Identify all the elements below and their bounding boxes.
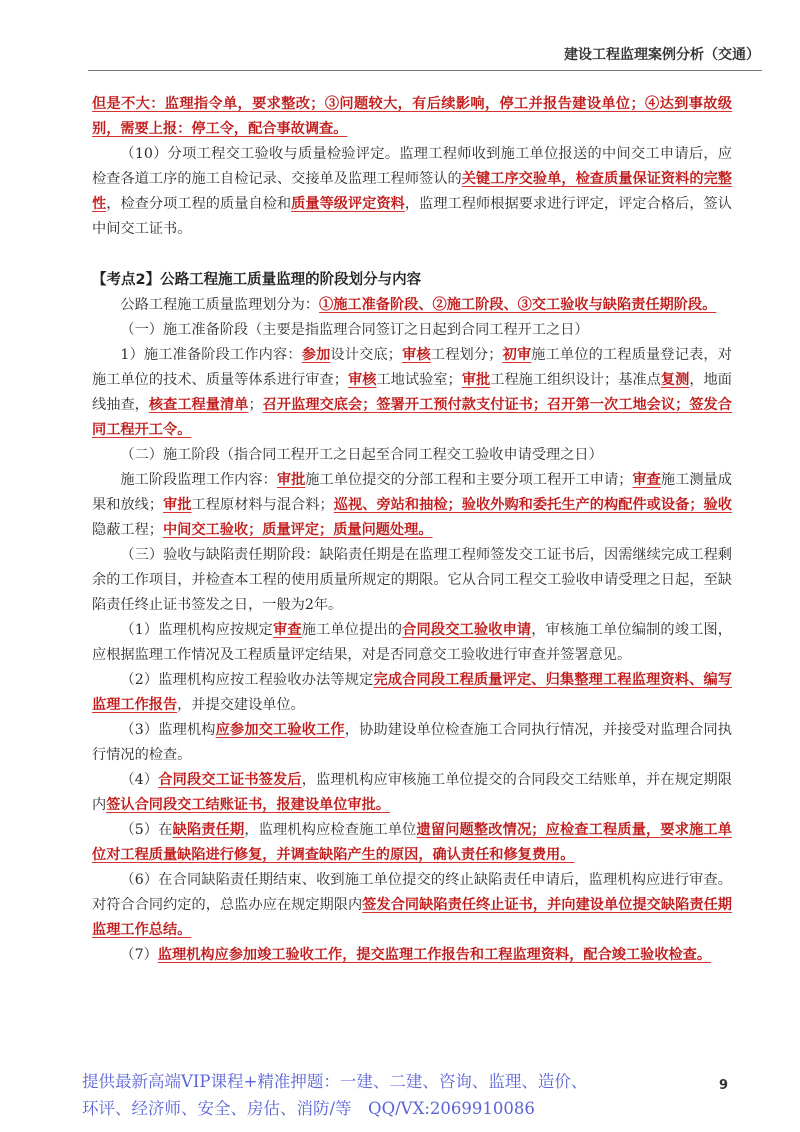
highlight-text: 合同段交工验收申请 <box>402 622 532 638</box>
body-text: ，监理工程师根据要求进行评定，评定合格后，签认中间交工证书。 <box>92 196 732 237</box>
body-text: ，监理机构应审核施工单位提交的合同段交工结账单，并在规定期限内 <box>92 772 732 813</box>
highlight-text: 签认合同段交工结账证书，报建设单位审批。 <box>106 797 390 813</box>
paragraph-preparation-content <box>92 343 732 443</box>
body-text: ，审核施工单位编制的竣工图，应根据监理工作情况及工程质量评定结果，对是否同意交工验收进行审查并签署意见。 <box>92 622 732 663</box>
subheading-preparation-stage: （一）施工准备阶段（主要是指监理合同签订之日起到合同工程开工之日） <box>120 322 589 338</box>
body-text: （3）监理机构 <box>120 722 216 738</box>
promo-line: 环评、经济师、安全、房估、消防/等 QQ/VX:2069910086 <box>82 1099 535 1118</box>
body-text: ，并提交建设单位。 <box>177 697 305 713</box>
highlight-text: 遗留问题整改情况；应检查工程质量，要求施工单位对工程质量缺陷进行修复，并调查缺陷产生的原因，确认责任和修复费用。 <box>92 822 732 863</box>
highlight-text: 但是不大：监理指令单，要求整改；③问题较大，有后续影响，停工并报告建设单位；④达到事故级别，需要上报：停工令，配合事故调查。 <box>92 96 732 137</box>
highlight-text: 完成合同段工程质量评定、归集整理工程监理资料、编写监理工作报告 <box>92 672 732 713</box>
body-text: ； <box>248 397 263 413</box>
paragraph-stage-division <box>92 293 732 318</box>
highlight-text: 初审 <box>502 347 532 363</box>
section-heading: 【考点2】公路工程施工质量监理的阶段划分与内容 <box>92 272 422 288</box>
paragraph-item-3 <box>92 718 732 768</box>
highlight-text: 核查工程量清单 <box>148 397 249 413</box>
highlight-text: 审查 <box>273 622 302 638</box>
highlight-text: 复测 <box>660 372 690 388</box>
paragraph-item-7 <box>92 943 732 968</box>
body-text: 施工单位提交的分部工程和主要分项工程开工申请； <box>305 472 633 488</box>
body-text: ，监理机构应检查施工单位 <box>244 822 417 838</box>
body-text: 设计交底； <box>330 347 402 363</box>
body-text: （6）在合同缺陷责任期结束、收到施工单位提交的终止缺陷责任申请后，监理机构应进行审查。对符合合同约定的，总监办应在规定期限内 <box>92 872 732 913</box>
highlight-text: 应参加交工验收工作 <box>215 722 345 738</box>
highlight-text: 巡视、旁站和抽检；验收外购和委托生产的构配件或设备；验收 <box>333 497 732 513</box>
highlight-text: 中间交工验收；质量评定；质量问题处理。 <box>162 522 433 538</box>
paragraph-continuation <box>92 92 732 142</box>
body-text: 工程施工组织设计；基准点 <box>490 372 661 388</box>
highlight-text: 审核 <box>402 347 431 363</box>
body-text: 公路工程施工质量监理划分为： <box>120 297 320 313</box>
body-text: 施工单位的工程质量登记表，对施工单位的技术、质量等体系进行审查； <box>92 347 732 388</box>
body-text: 工程原材料与混合料； <box>191 497 334 513</box>
paragraph-item-1 <box>92 618 732 668</box>
highlight-text: 审批 <box>163 497 192 513</box>
paragraph-construction-content <box>92 468 732 543</box>
highlight-text: 审批 <box>461 372 491 388</box>
spacer <box>92 242 732 268</box>
body-text: （1）监理机构应按规定 <box>120 622 274 638</box>
body-text: 施工测量成果和放线； <box>92 472 732 513</box>
highlight-text: ①施工准备阶段、②施工阶段、③交工验收与缺陷责任期阶段。 <box>319 297 717 313</box>
page-number: 9 <box>718 1078 728 1093</box>
highlight-text: 召开监理交底会；签署开工预付款支付证书；召开第一次工地会议；签发合同工程开工令。 <box>92 397 732 438</box>
body-text: （7） <box>120 947 158 963</box>
body-text: （4） <box>120 772 159 788</box>
subheading-construction-stage: （二）施工阶段（指合同工程开工之日起至合同工程交工验收申请受理之日） <box>120 447 603 463</box>
body-text: 施工阶段监理工作内容： <box>120 472 277 488</box>
body-text: 工地试验室； <box>376 372 462 388</box>
paragraph-item-10 <box>92 142 732 242</box>
body-text: （2）监理机构应按工程验收办法等规定 <box>120 672 374 688</box>
paragraph-item-6 <box>92 868 732 943</box>
highlight-text: 关键工序交验单，检查质量保证资料的完整性 <box>92 171 732 212</box>
running-header: 建设工程监理案例分析（交通） <box>564 47 760 63</box>
highlight-text: 合同段交工证书签发后 <box>158 772 302 788</box>
highlight-text: 审核 <box>347 372 377 388</box>
paragraph-item-5 <box>92 818 732 868</box>
highlight-text: 参加 <box>301 347 331 363</box>
promo-footer <box>82 1068 587 1122</box>
promo-line: 提供最新高端VIP课程+精准押题：一建、二建、咨询、监理、造价、 <box>82 1072 588 1091</box>
body-text: ，检查分项工程的质量自检和 <box>106 196 292 212</box>
page-body <box>92 92 732 968</box>
header-divider <box>88 70 762 71</box>
highlight-text: 监理机构应参加竣工验收工作，提交监理工作报告和工程监理资料，配合竣工验收检查。 <box>157 947 712 963</box>
highlight-text: 签发合同缺陷责任终止证书，并向建设单位提交缺陷责任期监理工作总结。 <box>92 897 732 938</box>
body-text: 施工单位提出的 <box>301 622 403 638</box>
body-text: 工程划分； <box>430 347 503 363</box>
paragraph-item-4 <box>92 768 732 818</box>
paragraph-defect-period: （三）验收与缺陷责任期阶段：缺陷责任期是在监理工程师签发交工证书后，因需继续完成工程剩余的工作项目，并检查本工程的使用质量所规定的期限。它从合同工程交工验收申请受理之日起，至缺陷责任终止证书签发之日，一般为2年。 <box>92 547 732 613</box>
body-text: 1）施工准备阶段工作内容： <box>120 347 302 363</box>
highlight-text: 质量等级评定资料 <box>291 196 405 212</box>
highlight-text: 审批 <box>276 472 306 488</box>
body-text: ，地面线抽查， <box>92 372 732 413</box>
body-text: ，协助建设单位检查施工合同执行情况，并接受对监理合同执行情况的检查。 <box>92 722 732 763</box>
body-text: （5）在 <box>120 822 173 838</box>
highlight-text: 缺陷责任期 <box>172 822 245 838</box>
body-text: （10）分项工程交工验收与质量检验评定。监理工程师收到施工单位报送的中间交工申请后，应检查各道工序的施工自检记录、交接单及监理工程师签认的 <box>92 146 732 187</box>
highlight-text: 审查 <box>632 472 661 488</box>
body-text: 隐蔽工程； <box>92 522 163 538</box>
paragraph-item-2 <box>92 668 732 718</box>
